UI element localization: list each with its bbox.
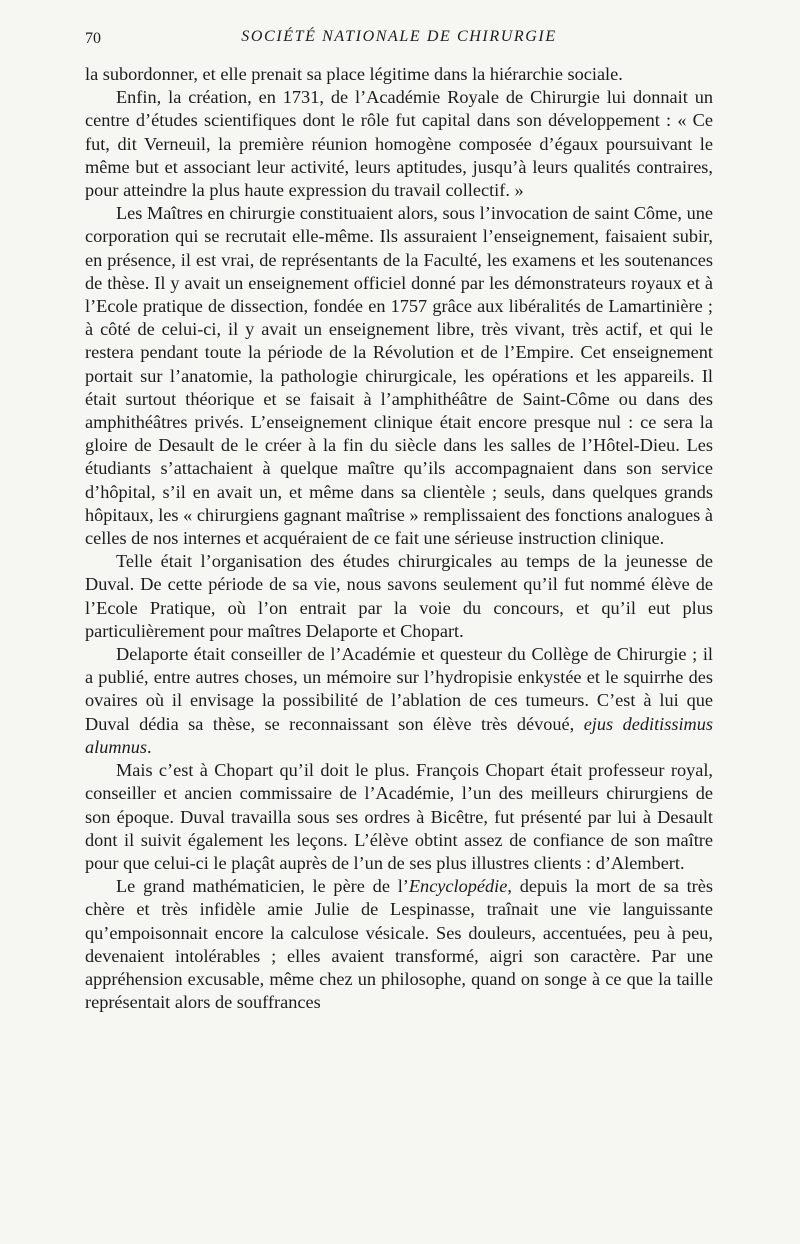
paragraph-text: Telle était l’organisation des études chirurgicales au temps de la jeunesse de Duval. De cette période de sa vie, nous savons seulement qu’il fut nommé élève de l’Ecole Pratique, où l’on entrait par la voie du concours, et qu’il eut plus particulièrement pour maîtres Delaporte et Chopart. — [85, 551, 713, 641]
paragraph-5 — [85, 643, 713, 759]
paragraph-text-end: . — [146, 736, 152, 757]
paragraph-text: la subordonner, et elle prenait sa place légitime dans la hiérarchie sociale. — [85, 64, 623, 84]
paragraph-7 — [85, 875, 713, 1014]
running-header — [85, 28, 713, 52]
paragraph-text: Delaporte était conseiller de l’Académie et questeur du Collège de Chirurgie ; il a publié, entre autres choses, un mémoire sur l’hydropisie enkystée et le squirrhe des ovaires où il envisage la possibilité de l’ablation de ces tumeurs. C’est à lui que Duval dédia sa thèse, se reconnaissant son élève très dévoué, — [85, 644, 713, 734]
paragraph-4 — [85, 550, 713, 643]
paragraph-6 — [85, 759, 713, 875]
latin-quote: ejus deditissimus alumnus — [85, 713, 713, 757]
paragraph-text: Mais c’est à Chopart qu’il doit le plus. François Chopart était professeur royal, conseiller et ancien commissaire de l’Académie, l’un des meilleurs chirurgiens de son époque. Duval travailla sous ses ordres à Bicêtre, fut présenté par lui à Desault dont il suivit également les leçons. L’élève obtint assez de confiance de son maître pour que celui-ci le plaçât auprès de l’un de ses plus illustres clients : d’Alembert. — [85, 760, 713, 873]
body-text — [85, 63, 713, 1014]
running-title: SOCIÉTÉ NATIONALE DE CHIRURGIE — [241, 28, 557, 45]
paragraph-text-end: , depuis la mort de sa très chère et très infidèle amie Julie de Lespinasse, traînait une vie languissante qu’empoisonnait encore la calculose vésicale. Ses douleurs, accentuées, peu à peu, devenaient intolérables ; elles avaient transformé, aigri son caractère. Par une appréhension excusable, même chez un philosophe, quand on songe à ce que la taille représentait alors de souffrances — [85, 876, 713, 1013]
paragraph-text: Le grand mathématicien, le père de l’ — [116, 876, 409, 897]
paragraph-text: Enfin, la création, en 1731, de l’Académie Royale de Chirurgie lui donnait un centre d’études scientifiques dont le rôle fut capital dans son développement : « Ce fut, dit Verneuil, la première réunion homogène composée d’égaux poursuivant le même but et associant leur activité, leurs aptitudes, jusqu’à leurs qualités contraires, pour atteindre la plus haute expression du travail collectif. » — [85, 87, 713, 201]
paragraph-2 — [85, 86, 713, 202]
page-number: 70 — [85, 30, 101, 47]
paragraph-1 — [85, 63, 713, 86]
book-title: Encyclopédie — [408, 876, 508, 897]
paragraph-3 — [85, 202, 713, 550]
paragraph-text: Les Maîtres en chirurgie constituaient alors, sous l’invocation de saint Côme, une corporation qui se recrutait elle-même. Ils assuraient l’enseignement, faisaient subir, en présence, il est vrai, de représentants de la Faculté, les examens et les soutenances de thèse. Il y avait un enseignement officiel donné par les démonstrateurs royaux et à l’Ecole pratique de dissection, fondée en 1757 grâce aux libéralités de Lamartinière ; à côté de celui-ci, il y avait un enseignement libre, très vivant, très actif, et qui le restera pendant toute la période de la Révolution et de l’Empire. Cet enseignement portait sur l’anatomie, la pathologie chirurgicale, les opérations et les appareils. Il était surtout théorique et se faisait à l’amphithéâtre de Saint-Côme ou dans des amphithéâtres privés. L’enseignement clinique était encore presque nul : ce sera la gloire de Desault de le créer à la fin du siècle dans les salles de l’Hôtel-Dieu. Les étudiants s’attachaient à quelque maître qu’ils accompagnaient dans son service d’hôpital, s’il en avait un, et même dans sa clientèle ; seuls, dans quelques grands hôpitaux, les « chirurgiens gagnant maîtrise » remplissaient des fonctions analogues à celles de nos internes et acquéraient de ce fait une sérieuse instruction clinique. — [85, 203, 713, 549]
